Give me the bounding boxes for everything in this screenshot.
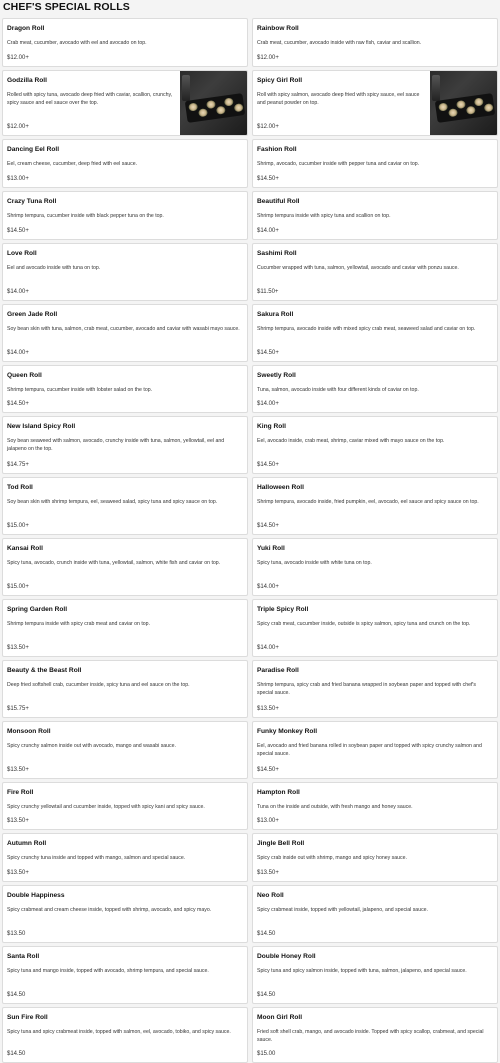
menu-item-price: $13.50+ [7, 870, 29, 876]
menu-item-price: $13.50 [7, 931, 26, 937]
menu-item-description: Spicy tuna and mango inside, topped with avocado, shrimp tempura, and special sauce. [7, 968, 209, 974]
sushi-piece-graphic [216, 106, 226, 115]
sushi-piece-graphic [484, 103, 494, 112]
menu-item-name: Spring Garden Roll [7, 606, 68, 613]
menu-item-description: Spicy tuna, avocado, crunch inside with tuna, yellowtail, salmon, white fish and caviar on top. [7, 560, 221, 566]
menu-item-name: Spicy Girl Roll [257, 77, 303, 84]
menu-item-name: Sweetly Roll [257, 372, 296, 379]
menu-item-description: Spicy crunchy salmon inside out with avocado, mango and wasabi sauce. [7, 743, 176, 749]
menu-item-card[interactable] [2, 721, 248, 779]
menu-item-card[interactable] [252, 782, 498, 830]
sushi-piece-graphic [448, 108, 458, 117]
sushi-piece-graphic [466, 106, 476, 115]
menu-item-description: Deep fried softshell crab, cucumber inside, spicy tuna and eel sauce on the top. [7, 682, 190, 688]
menu-item-price: $13.50+ [7, 645, 29, 651]
menu-item-card[interactable] [252, 1007, 498, 1063]
menu-item-card[interactable] [252, 477, 498, 535]
menu-row [2, 1007, 498, 1063]
menu-item-card[interactable] [252, 946, 498, 1004]
menu-item-name: Dancing Eel Roll [7, 146, 60, 153]
menu-item-price: $15.00+ [7, 584, 29, 590]
menu-item-name: Moon Girl Roll [257, 1014, 303, 1021]
menu-item-card[interactable] [252, 599, 498, 657]
menu-item-description: Eel, avocado inside, crab meat, shrimp, caviar mixed with mayo sauce on the top. [257, 438, 445, 444]
menu-item-description: Shrimp tempura, spicy crab and fried banana wrapped in soybean paper and topped with chef's special sauce. [257, 682, 476, 697]
menu-item-description: Tuna, salmon, avocado inside with four different kinds of caviar on top. [257, 387, 419, 393]
menu-row [2, 304, 498, 362]
sushi-piece-graphic [206, 100, 216, 109]
bottle-graphic [182, 75, 190, 101]
menu-row [2, 833, 498, 882]
menu-row [2, 721, 498, 779]
menu-item-name: Halloween Roll [257, 484, 304, 491]
menu-item-card[interactable] [2, 1007, 248, 1063]
plate-graphic [435, 93, 495, 123]
menu-item-card[interactable] [2, 599, 248, 657]
menu-row [2, 365, 498, 413]
menu-item-price: $12.00+ [7, 55, 29, 61]
menu-item-card[interactable] [252, 139, 498, 188]
menu-item-card[interactable] [2, 365, 248, 413]
menu-item-name: Fire Roll [7, 789, 34, 796]
menu-item-card[interactable] [2, 660, 248, 718]
menu-item-description: Tuna on the inside and outside, with fresh mango and honey sauce. [257, 804, 413, 810]
menu-item-card[interactable] [252, 365, 498, 413]
menu-item-card[interactable] [252, 416, 498, 474]
menu-item-name: Monsoon Roll [7, 728, 51, 735]
menu-item-name: Beautiful Roll [257, 198, 300, 205]
menu-item-price: $15.00 [257, 1051, 276, 1057]
menu-item-name: Neo Roll [257, 892, 284, 899]
menu-item-description: Shrimp tempura, cucumber inside with lobster salad on the top. [7, 387, 153, 393]
menu-item-card[interactable] [2, 538, 248, 596]
menu-item-card[interactable] [252, 304, 498, 362]
menu-item-price: $14.50 [7, 992, 26, 998]
menu-item-card[interactable] [252, 885, 498, 943]
menu-item-price: $14.00+ [7, 289, 29, 295]
menu-row [2, 416, 498, 474]
section-title: CHEF'S SPECIAL ROLLS [3, 1, 130, 13]
menu-item-name: Godzilla Roll [7, 77, 47, 84]
menu-row [2, 477, 498, 535]
plate-graphic [185, 93, 245, 123]
menu-item-description: Soy bean skin with shrimp tempura, eel, seaweed salad, spicy tuna and spicy sauce on top. [7, 499, 218, 505]
menu-item-name: Double Honey Roll [257, 953, 316, 960]
menu-item-price: $14.00+ [257, 645, 279, 651]
menu-row [2, 946, 498, 1004]
menu-item-name: New Island Spicy Roll [7, 423, 76, 430]
menu-item-description: Spicy crab inside out with shrimp, mango and spicy honey sauce. [257, 855, 407, 861]
sushi-piece-graphic [456, 100, 466, 109]
menu-item-name: Sakura Roll [257, 311, 294, 318]
menu-item-description: Roll with spicy salmon, avocado deep fried with spicy sauce, eel sauce and peanut powder on top. [257, 92, 420, 107]
menu-item-price: $13.50+ [257, 870, 279, 876]
menu-item-description: Soy bean seaweed with salmon, avocado, crunchy inside with tuna, salmon, yellowtail, eel and jalapeno on the top. [7, 438, 225, 453]
menu-item-description: Shrimp tempura, avocado inside, fried pumpkin, eel, avocado, eel sauce and spicy sauce on top. [257, 499, 479, 505]
menu-row [2, 599, 498, 657]
menu-item-price: $14.75+ [7, 462, 29, 468]
menu-item-description: Shrimp, avocado, cucumber inside with pepper tuna and caviar on top. [257, 161, 420, 167]
menu-item-description: Shrimp tempura, cucumber inside with black pepper tuna on the top. [7, 213, 164, 219]
sushi-plate-photo[interactable] [180, 71, 247, 135]
menu-item-price: $14.50 [257, 931, 276, 937]
menu-item-price: $15.00+ [7, 523, 29, 529]
menu-item-name: Rainbow Roll [257, 25, 299, 32]
menu-item-card[interactable] [2, 477, 248, 535]
menu-item-card[interactable] [252, 70, 498, 136]
menu-row [2, 885, 498, 943]
menu-item-price: $11.50+ [257, 289, 279, 295]
menu-item-price: $14.50+ [257, 767, 279, 773]
menu-item-description: Spicy tuna and spicy salmon inside, topped with tuna, salmon, jalapeno, and special sauce. [257, 968, 467, 974]
menu-item-description: Rolled with spicy tuna, avocado deep fried with caviar, scallion, crunchy, spicy sauce and eel sauce over the top. [7, 92, 173, 107]
menu-item-price: $14.50+ [257, 176, 279, 182]
menu-row [2, 660, 498, 718]
menu-item-name: Crazy Tuna Roll [7, 198, 57, 205]
menu-row [2, 782, 498, 830]
sushi-piece-graphic [474, 97, 484, 106]
menu-item-description: Shrimp tempura inside with spicy crab meat and caviar on top. [7, 621, 151, 627]
menu-row [2, 191, 498, 240]
menu-row [2, 18, 498, 67]
menu-item-price: $13.50+ [7, 767, 29, 773]
menu-item-name: Sashimi Roll [257, 250, 297, 257]
menu-item-name: Autumn Roll [7, 840, 47, 847]
menu-item-card[interactable] [2, 833, 248, 882]
menu-item-card[interactable] [2, 782, 248, 830]
menu-item-name: Triple Spicy Roll [257, 606, 309, 613]
menu-item-name: Kansai Roll [7, 545, 43, 552]
menu-item-price: $12.00+ [257, 124, 279, 130]
menu-item-description: Soy bean skin with tuna, salmon, crab meat, cucumber, avocado and caviar with wasabi mayo sauce. [7, 326, 240, 332]
menu-item-description: Spicy tuna and spicy crabmeat inside, topped with salmon, eel, avocado, tobiko, and spicy sauce. [7, 1029, 231, 1035]
menu-item-description: Spicy tuna, avocado inside with white tuna on top. [257, 560, 372, 566]
menu-item-card[interactable] [252, 833, 498, 882]
menu-item-description: Shrimp tempura inside with spicy tuna and scallion on top. [257, 213, 391, 219]
menu-item-card[interactable] [252, 18, 498, 67]
menu-item-price: $14.00+ [7, 350, 29, 356]
sushi-piece-graphic [438, 102, 448, 111]
menu-item-description: Eel and avocado inside with tuna on top. [7, 265, 101, 271]
menu-item-name: Beauty & the Beast Roll [7, 667, 82, 674]
menu-row [2, 70, 498, 136]
menu-item-name: Santa Roll [7, 953, 40, 960]
menu-item-name: Double Happiness [7, 892, 65, 899]
menu-item-description: Eel, avocado and fried banana rolled in soybean paper and topped with spicy crunchy salmon and special sauce. [257, 743, 482, 758]
menu-item-name: Sun Fire Roll [7, 1014, 48, 1021]
menu-item-price: $14.00+ [257, 584, 279, 590]
menu-item-card[interactable] [2, 416, 248, 474]
menu-item-name: Hampton Roll [257, 789, 300, 796]
menu-item-price: $14.00+ [257, 228, 279, 234]
menu-item-price: $13.00+ [7, 176, 29, 182]
menu-item-name: King Roll [257, 423, 286, 430]
sushi-piece-graphic [188, 102, 198, 111]
menu-item-description: Spicy crab meat, cucumber inside, outside is spicy salmon, spicy tuna and crunch on the top. [257, 621, 471, 627]
menu-item-price: $13.50+ [257, 706, 279, 712]
sushi-piece-graphic [224, 97, 234, 106]
menu-row [2, 139, 498, 188]
menu-row [2, 243, 498, 301]
menu-item-card[interactable] [2, 885, 248, 943]
menu-item-price: $14.50+ [257, 350, 279, 356]
menu-item-price: $14.50+ [7, 228, 29, 234]
menu-item-price: $15.75+ [7, 706, 29, 712]
menu-item-price: $14.50+ [7, 401, 29, 407]
menu-item-card[interactable] [2, 139, 248, 188]
menu-item-card[interactable] [2, 191, 248, 240]
menu-item-card[interactable] [2, 70, 248, 136]
menu-item-name: Yuki Roll [257, 545, 285, 552]
menu-item-price: $14.50 [7, 1051, 26, 1057]
menu-item-card[interactable] [2, 243, 248, 301]
menu-item-description: Cucumber wrapped with tuna, salmon, yellowtail, avocado and caviar with ponzu sauce. [257, 265, 459, 271]
menu-item-description: Crab meat, cucumber, avocado inside with raw fish, caviar and scallion. [257, 40, 422, 46]
menu-item-description: Shrimp tempura, avocado inside with mixed spicy crab meat, seaweed salad and caviar on top. [257, 326, 476, 332]
menu-item-name: Funky Monkey Roll [257, 728, 318, 735]
menu-item-description: Spicy crabmeat inside, topped with yellowtail, jalapeno, and special sauce. [257, 907, 428, 913]
menu-item-card[interactable] [252, 660, 498, 718]
menu-item-description: Spicy crunchy yellowtail and cucumber inside, topped with spicy kani and spicy sauce. [7, 804, 205, 810]
menu-item-price: $14.00+ [257, 401, 279, 407]
menu-item-description: Spicy crabmeat and cream cheese inside, topped with shrimp, avocado, and spicy mayo. [7, 907, 212, 913]
menu-item-card[interactable] [2, 18, 248, 67]
menu-item-name: Fashion Roll [257, 146, 297, 153]
menu-item-price: $14.50 [257, 992, 276, 998]
menu-item-description: Fried soft shell crab, mango, and avocado inside. Topped with spicy scallop, crabmeat, and special sauce. [257, 1029, 484, 1044]
menu-item-description: Eel, cream cheese, cucumber, deep fried with eel sauce. [7, 161, 138, 167]
bottle-graphic [432, 75, 440, 101]
menu-item-price: $12.00+ [257, 55, 279, 61]
menu-item-name: Love Roll [7, 250, 37, 257]
menu-item-card[interactable] [252, 191, 498, 240]
menu-item-price: $14.50+ [257, 523, 279, 529]
menu-item-name: Jingle Bell Roll [257, 840, 305, 847]
menu-item-name: Dragon Roll [7, 25, 45, 32]
menu-item-price: $13.00+ [257, 818, 279, 824]
menu-row [2, 538, 498, 596]
sushi-piece-graphic [198, 108, 208, 117]
menu-item-name: Paradise Roll [257, 667, 299, 674]
menu-item-card[interactable] [252, 721, 498, 779]
menu-item-card[interactable] [2, 304, 248, 362]
menu-item-price: $12.00+ [7, 124, 29, 130]
sushi-plate-photo[interactable] [430, 71, 497, 135]
menu-item-card[interactable] [2, 946, 248, 1004]
sushi-piece-graphic [234, 103, 244, 112]
menu-item-card[interactable] [252, 538, 498, 596]
menu-item-price: $13.50+ [7, 818, 29, 824]
menu-item-description: Spicy crunchy tuna inside and topped with mango, salmon and special sauce. [7, 855, 186, 861]
menu-item-card[interactable] [252, 243, 498, 301]
menu-item-description: Crab meat, cucumber, avocado with eel and avocado on top. [7, 40, 147, 46]
menu-item-name: Queen Roll [7, 372, 42, 379]
menu-item-name: Tod Roll [7, 484, 33, 491]
menu-item-name: Green Jade Roll [7, 311, 58, 318]
menu-item-price: $14.50+ [257, 462, 279, 468]
